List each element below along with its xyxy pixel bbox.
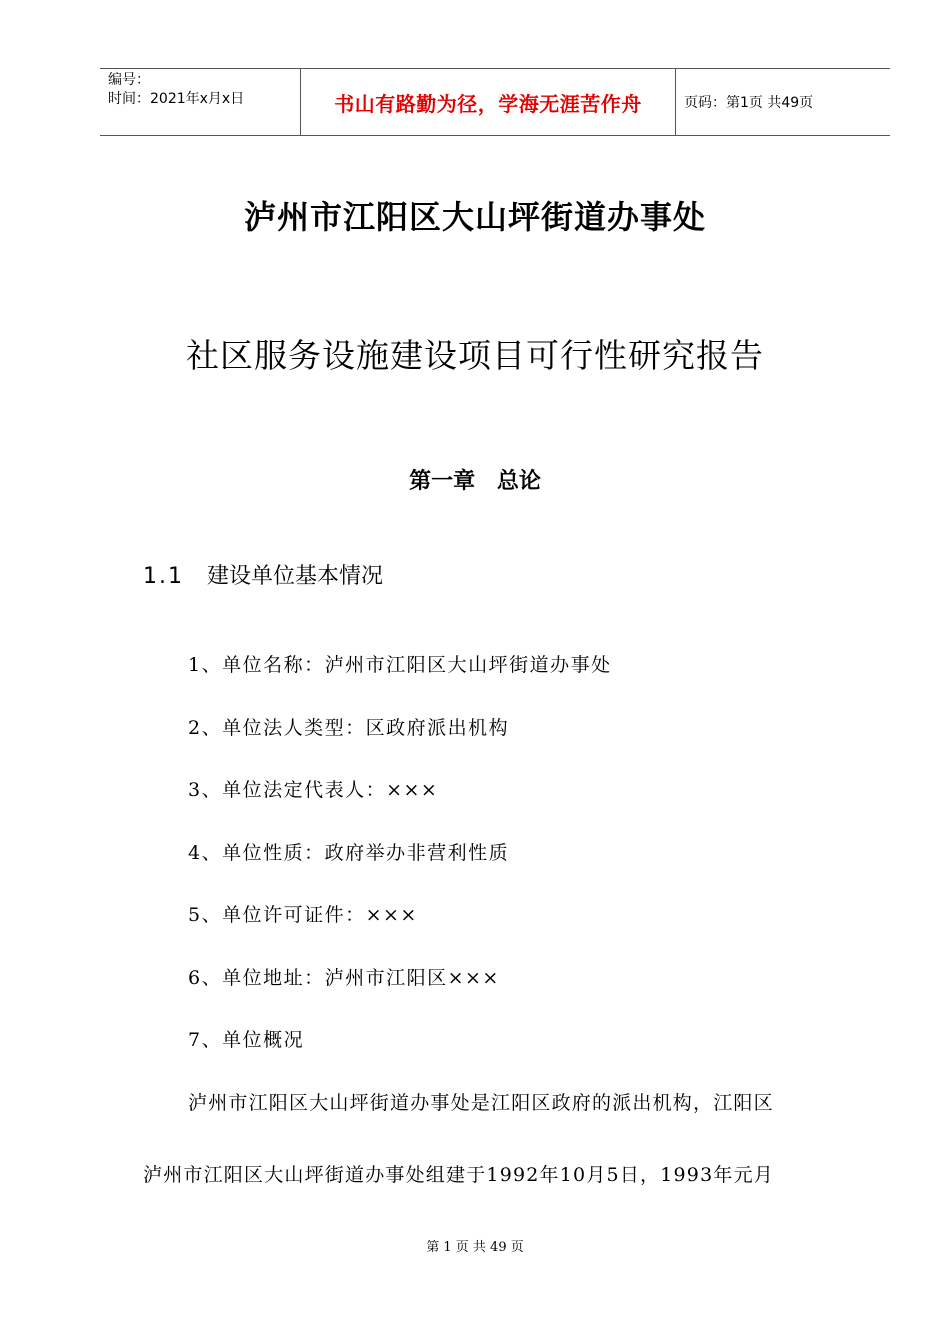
page-footer: 第 1 页 共 49 页 <box>426 1240 524 1255</box>
list-item: 7、单位概况 <box>188 1029 305 1051</box>
page-header <box>100 68 890 136</box>
page-info-text: 页码：第1页 共49页 <box>684 95 814 111</box>
chapter-heading: 第一章 总论 <box>409 469 541 494</box>
list-item: 4、单位性质：政府举办非营利性质 <box>188 842 510 864</box>
header-page-info <box>676 69 890 135</box>
list-item: 2、单位法人类型：区政府派出机构 <box>188 717 510 739</box>
paragraph-line-2: 泸州市江阳区大山坪街道办事处组建于1992年10月5日，1993年元月 <box>143 1164 774 1186</box>
list-item: 1、单位名称：泸州市江阳区大山坪街道办事处 <box>188 654 612 676</box>
motto-text: 书山有路勤为径，学海无涯苦作舟 <box>334 91 642 116</box>
code-label: 编号： <box>108 72 150 88</box>
time-label: 时间：2021年x月x日 <box>108 91 245 107</box>
section-heading <box>143 559 383 590</box>
paragraph-line-1: 泸州市江阳区大山坪街道办事处是江阳区政府的派出机构，江阳区 <box>188 1092 774 1114</box>
list-item: 5、单位许可证件：××× <box>188 904 418 926</box>
document-title-line-1: 泸州市江阳区大山坪街道办事处 <box>243 198 706 236</box>
section-number: 1.1 <box>143 564 184 589</box>
document-title-line-2: 社区服务设施建设项目可行性研究报告 <box>186 336 764 375</box>
list-item: 6、单位地址：泸州市江阳区××× <box>188 967 500 989</box>
header-meta <box>100 69 300 135</box>
list-item: 3、单位法定代表人：××× <box>188 779 439 801</box>
header-motto-cell <box>300 69 676 135</box>
section-title: 建设单位基本情况 <box>207 564 384 589</box>
